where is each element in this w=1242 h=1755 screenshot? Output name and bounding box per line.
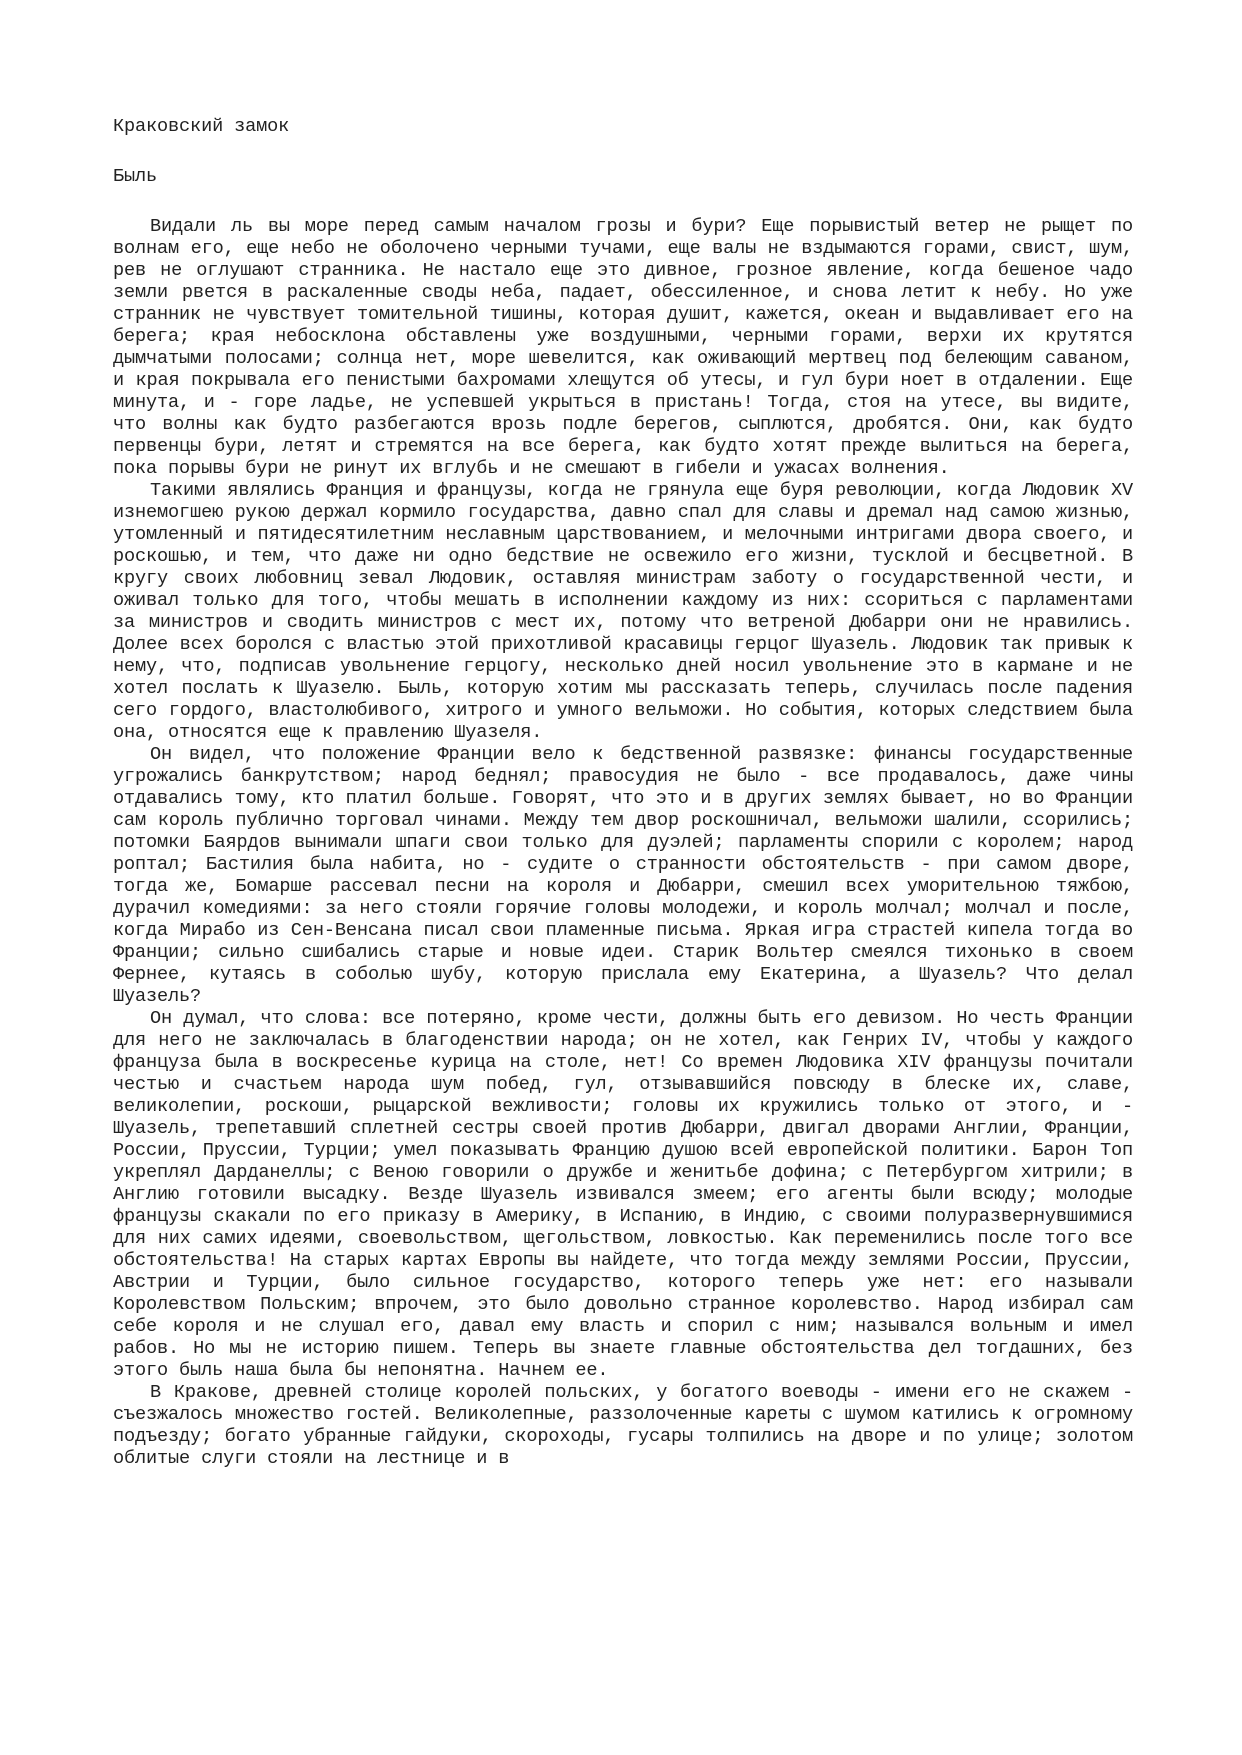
- paragraph: Он видел, что положение Франции вело к бедственной развязке: финансы государственные угрожались банкрутством; народ беднял; правосудия не было - все продавалось, даже чины отдавались тому, кто платил больше. Говорят, что это и в других землях бывает, но во Франции сам король публично торговал чинами. Между тем двор роскошничал, вельможи шалили, ссорились; потомки Баярдов вынимали шпаги свои только для дуэлей; парламенты спорили с королем; народ роптал; Бастилия была набита, но - судите о странности обстоятельств - при самом дворе, тогда же, Бомарше рассевал песни на короля и Дюбарри, смешил всех уморительною тяжбою, дурачил комедиями: за него стояли горячие головы молодежи, и король молчал; молчал и после, когда Мирабо из Сен-Венсана писал свои пламенные письма. Яркая игра страстей кипела тогда во Франции; сильно сшибались старые и новые идеи. Старик Вольтер смеялся тихонько в своем Фернее, кутаясь в соболью шубу, которую прислала ему Екатерина, а Шуазель? Что делал Шуазель?: [113, 744, 1133, 1007]
- paragraph: Он думал, что слова: все потеряно, кроме чести, должны быть его девизом. Но честь Франции для него не заключалась в благоденствии народа; он не хотел, как Генрих IV, чтобы у каждого француза была в воскресенье курица на столе, нет! Со времен Людовика XIV французы почитали честью и счастьем народа шум побед, гул, отзывавшийся повсюду в блеске их, славе, великолепии, роскоши, рыцарской вежливости; головы их кружились только от этого, и - Шуазель, трепетавший сплетней сестры своей против Дюбарри, двигал дворами Англии, Франции, России, Пруссии, Турции; умел показывать Францию душою всей европейской политики. Барон Топ укреплял Дарданеллы; с Веною говорили о дружбе и женитьбе дофина; с Петербургом хитрили; в Англию готовили высадку. Везде Шуазель извивался змеем; его агенты были всюду; молодые французы скакали по его приказу в Америку, в Испанию, в Индию, с своими полуразвернувшимися для них самих идеями, своевольством, щегольством, ловкостью. Как переменились после того все обстоятельства! На старых картах Европы вы найдете, что тогда между землями России, Пруссии, Австрии и Турции, было сильное государство, которого теперь уже нет: его называли Королевством Польским; впрочем, это было довольно странное королевство. Народ избирал сам себе короля и не слушал его, давал ему власть и спорил с ним; назывался вольным и имел рабов. Но мы не историю пишем. Теперь вы знаете главные обстоятельства дел тогдашних, без этого быль наша была бы непонятна. Начнем ее.: [113, 1008, 1133, 1381]
- paragraph: Такими являлись Франция и французы, когда не грянула еще буря революции, когда Людовик XV изнемогшею рукою держал кормило государства, давно спал для славы и дремал над самою жизнью, утомленный и пятидесятилетним неславным царствованием, и мелочными интригами двора своего, и роскошью, и тем, что даже ни одно бедствие не освежило его жизни, тусклой и бесцветной. В кругу своих любовниц зевал Людовик, оставляя министрам заботу о государственной чести, и оживал только для того, чтобы мешать в исполнении каждому из них: ссориться с парламентами за министров и сводить министров с мест их, потому что ветреной Дюбарри они не нравились. Долее всех боролся с властью этой прихотливой красавицы герцог Шуазель. Людовик так привык к нему, что, подписав увольнение герцогу, несколько дней носил увольнение это в кармане и не хотел послать к Шуазелю. Быль, которую хотим мы рассказать теперь, случилась после падения сего гордого, властолюбивого, хитрого и умного вельможи. Но события, которых следствием была она, относятся еще к правлению Шуазеля.: [113, 480, 1133, 743]
- document-subtitle: Быль: [113, 166, 158, 187]
- paragraph: В Кракове, древней столице королей польских, у богатого воеводы - имени его не скажем - съезжалось множество гостей. Великолепные, раззолоченные кареты с шумом катились к огромному подъезду; богато убранные гайдуки, скороходы, гусары толпились на дворе и по улице; золотом облитые слуги стояли на лестнице и в: [113, 1382, 1133, 1469]
- document-page: [113, 116, 1133, 1470]
- document-title: Краковский замок: [113, 116, 290, 137]
- paragraph: Видали ль вы море перед самым началом грозы и бури? Еще порывистый ветер не рыщет по волнам его, еще небо не оболочено черными тучами, еще валы не вздымаются горами, свист, шум, рев не оглушают странника. Не настало еще это дивное, грозное явление, когда бешеное чадо земли рвется в раскаленные своды неба, падает, обессиленное, и снова летит к небу. Но уже странник не чувствует томительной тишины, которая душит, кажется, океан и выдавливает его на берега; края небосклона обставлены уже воздушными, черными горами, верхи их крутятся дымчатыми полосами; солнца нет, море шевелится, как оживающий мертвец под белеющим саваном, и края покрывала его пенистыми бахромами хлещутся об утесы, и гул бури ноет в отдалении. Еще минута, и - горе ладье, не успевшей укрыться в пристань! Тогда, стоя на утесе, вы видите, что волны как будто разбегаются врозь подле берегов, сыплются, дробятся. Они, как будто первенцы бури, летят и стремятся на все берега, как будто хотят прежде вылиться на берега, пока порывы бури не ринут их вглубь и не смешают в гибели и ужасах волнения.: [113, 216, 1133, 479]
- document-body: [113, 216, 1133, 1470]
